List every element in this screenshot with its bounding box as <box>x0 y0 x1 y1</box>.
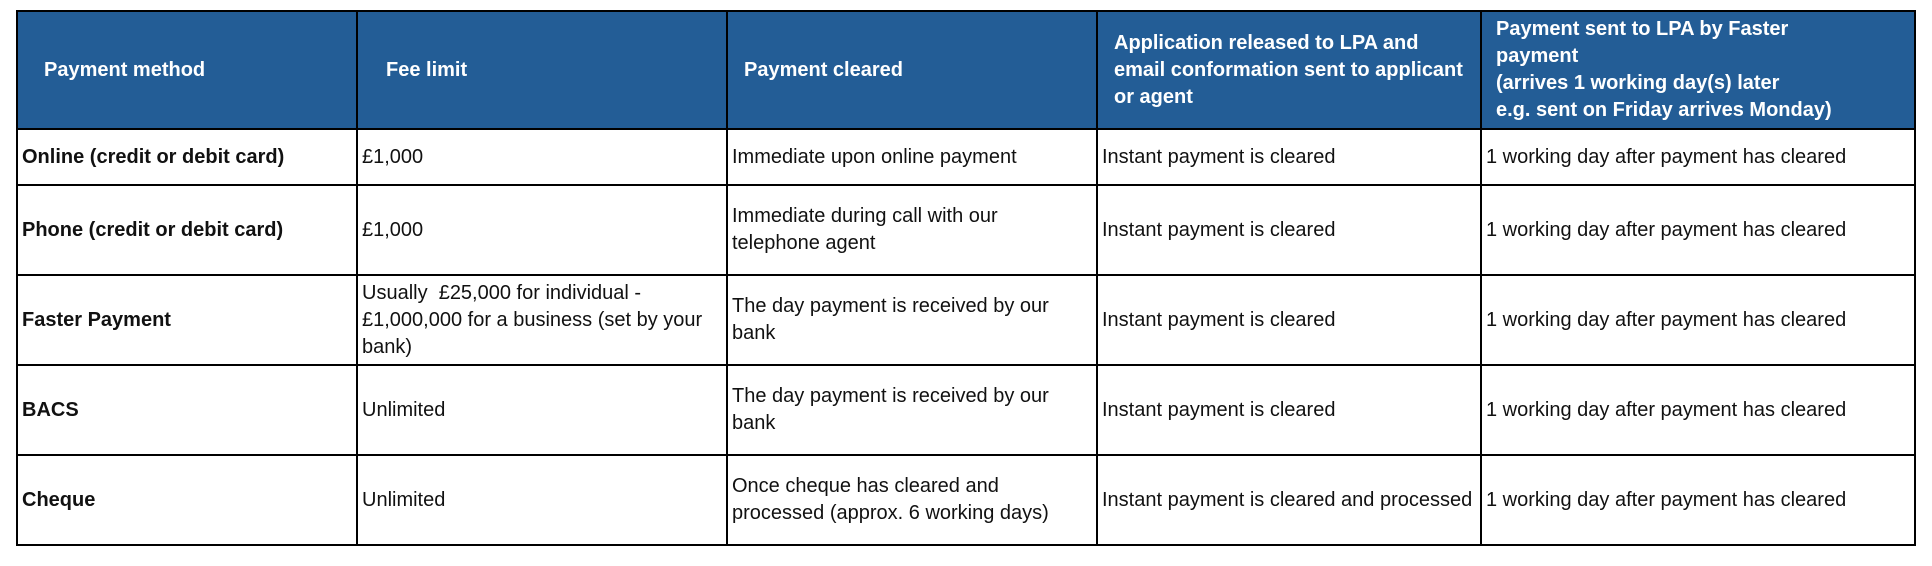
cell-fee-limit: Unlimited <box>357 365 727 455</box>
cell-payment-cleared: Once cheque has cleared and processed (approx. 6 working days) <box>727 455 1097 545</box>
table-row <box>17 129 1915 185</box>
cell-application-released: Instant payment is cleared and processed <box>1097 455 1481 545</box>
payment-methods-table <box>16 10 1916 546</box>
cell-application-released: Instant payment is cleared <box>1097 275 1481 365</box>
cell-payment-cleared: The day payment is received by our bank <box>727 275 1097 365</box>
header-payment-sent-line-1: Payment sent to LPA by Faster <box>1496 18 1789 40</box>
cell-payment-method: BACS <box>17 365 357 455</box>
cell-payment-method: Online (credit or debit card) <box>17 129 357 185</box>
cell-payment-sent: 1 working day after payment has cleared <box>1481 455 1915 545</box>
header-payment-sent-line-2: payment <box>1496 45 1579 67</box>
cell-payment-method: Cheque <box>17 455 357 545</box>
table-row <box>17 185 1915 275</box>
cell-payment-sent: 1 working day after payment has cleared <box>1481 129 1915 185</box>
header-payment-sent-line-4: e.g. sent on Friday arrives Monday) <box>1496 99 1832 121</box>
cell-fee-limit: £1,000 <box>357 129 727 185</box>
table-row <box>17 455 1915 545</box>
cell-payment-sent: 1 working day after payment has cleared <box>1481 275 1915 365</box>
cell-payment-cleared: The day payment is received by our bank <box>727 365 1097 455</box>
cell-payment-cleared: Immediate upon online payment <box>727 129 1097 185</box>
cell-application-released: Instant payment is cleared <box>1097 185 1481 275</box>
cell-payment-sent: 1 working day after payment has cleared <box>1481 185 1915 275</box>
header-payment-sent <box>1481 11 1915 129</box>
table-row <box>17 365 1915 455</box>
cell-payment-sent: 1 working day after payment has cleared <box>1481 365 1915 455</box>
header-payment-cleared: Payment cleared <box>727 11 1097 129</box>
header-payment-sent-line-3: (arrives 1 working day(s) later <box>1496 72 1780 94</box>
payment-methods-table-container <box>16 10 1916 546</box>
header-fee-limit: Fee limit <box>357 11 727 129</box>
header-application-released: Application released to LPA and email conformation sent to applicant or agent <box>1097 11 1481 129</box>
table-header-row <box>17 11 1915 129</box>
cell-fee-limit: Usually £25,000 for individual - £1,000,000 for a business (set by your bank) <box>357 275 727 365</box>
cell-application-released: Instant payment is cleared <box>1097 129 1481 185</box>
cell-application-released: Instant payment is cleared <box>1097 365 1481 455</box>
cell-fee-limit: £1,000 <box>357 185 727 275</box>
cell-payment-method: Faster Payment <box>17 275 357 365</box>
cell-payment-cleared: Immediate during call with our telephone agent <box>727 185 1097 275</box>
table-row <box>17 275 1915 365</box>
cell-fee-limit: Unlimited <box>357 455 727 545</box>
header-payment-method: Payment method <box>17 11 357 129</box>
cell-payment-method: Phone (credit or debit card) <box>17 185 357 275</box>
